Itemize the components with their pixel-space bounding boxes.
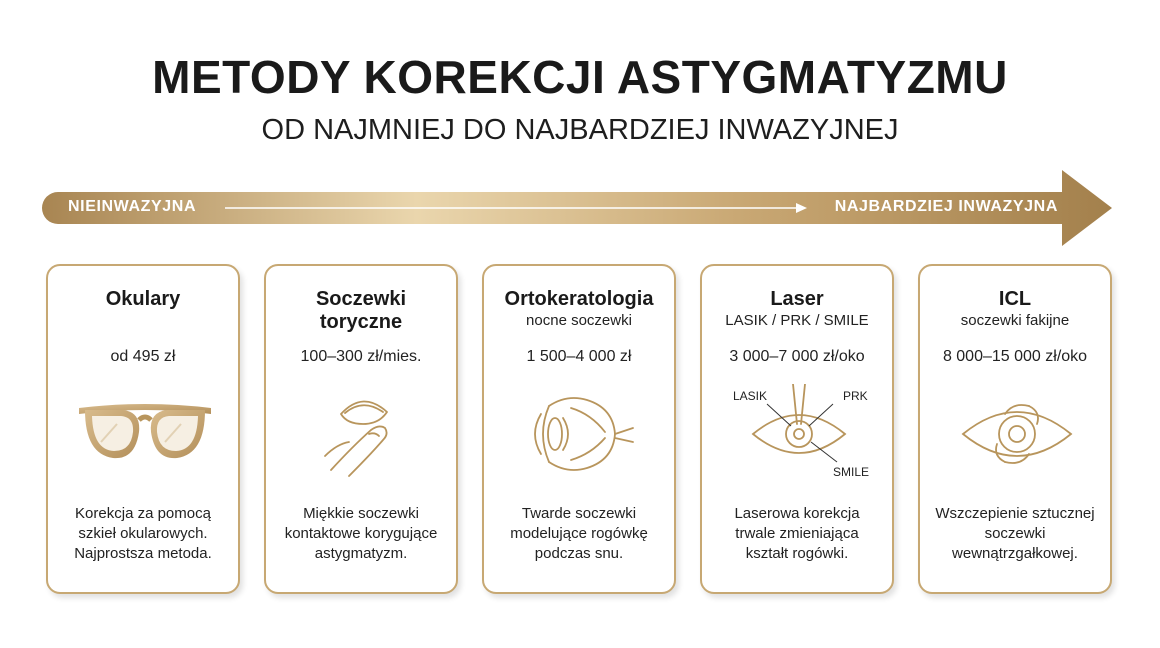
desc-line: Twarde soczewki xyxy=(521,505,637,522)
card-okulary xyxy=(46,264,240,594)
invasiveness-arrow xyxy=(40,168,1120,248)
page-title: METODY KOREKCJI ASTYGMATYZMU xyxy=(152,51,1008,103)
page-subtitle: OD NAJMNIEJ DO NAJBARDZIEJ INWAZYJNEJ xyxy=(261,114,899,146)
implanted-lens-eye-icon xyxy=(937,384,1097,484)
eyeball-cross-section-icon xyxy=(501,384,661,484)
card-subtitle: LASIK / PRK / SMILE xyxy=(725,312,869,329)
glasses-icon xyxy=(65,384,225,484)
prk-label: PRK xyxy=(843,389,868,403)
desc-line: soczewki xyxy=(984,525,1046,542)
card-title: Laser xyxy=(770,288,824,310)
card-soczewki-toryczne xyxy=(264,264,458,594)
desc-line: kontaktowe korygujące xyxy=(284,525,438,542)
desc-line: podczas snu. xyxy=(534,545,624,562)
card-title: ICL xyxy=(998,288,1032,310)
desc-line: astygmatyzm. xyxy=(314,545,408,562)
arrow-left-label: NIEINWAZYJNA xyxy=(68,198,197,215)
card-price: 3 000–7 000 zł/oko xyxy=(729,348,865,365)
card-description xyxy=(56,504,230,564)
card-description xyxy=(492,504,666,564)
desc-line: trwale zmieniająca xyxy=(735,525,859,542)
smile-label: SMILE xyxy=(833,465,870,479)
title-line: toryczne xyxy=(319,311,403,333)
desc-line: Laserowa korekcja xyxy=(734,505,860,522)
card-ortokeratologia xyxy=(482,264,676,594)
desc-line: Miękkie soczewki xyxy=(303,505,419,522)
arrow-right-label: NAJBARDZIEJ INWAZYJNA xyxy=(834,198,1058,215)
card-price: 8 000–15 000 zł/oko xyxy=(942,348,1088,365)
title-line: Soczewki xyxy=(315,288,407,310)
card-price: od 495 zł xyxy=(110,348,176,365)
card-description xyxy=(710,504,884,564)
method-cards xyxy=(46,264,1126,594)
desc-line: kształt rogówki. xyxy=(745,545,849,562)
card-description xyxy=(928,504,1102,564)
desc-line: modelujące rogówkę xyxy=(510,525,648,542)
desc-line: Korekcja za pomocą xyxy=(75,505,211,522)
card-title xyxy=(266,288,456,334)
card-title: Okulary xyxy=(105,288,181,310)
card-laser xyxy=(700,264,894,594)
card-title: Ortokeratologia xyxy=(504,288,654,310)
desc-line: Wszczepienie sztucznej xyxy=(935,505,1095,522)
lasik-label: LASIK xyxy=(733,389,768,403)
card-description xyxy=(274,504,448,564)
card-price: 1 500–4 000 zł xyxy=(526,348,632,365)
card-price: 100–300 zł/mies. xyxy=(300,348,422,365)
card-subtitle: soczewki fakijne xyxy=(960,312,1070,329)
contact-lens-on-finger-icon xyxy=(283,384,443,484)
desc-line: wewnątrzgałkowej. xyxy=(952,545,1078,562)
card-subtitle: nocne soczewki xyxy=(526,312,632,329)
card-icl xyxy=(918,264,1112,594)
desc-line: Najprostsza metoda. xyxy=(74,545,212,562)
desc-line: szkieł okularowych. xyxy=(78,525,208,542)
laser-eye-icon xyxy=(719,384,879,484)
